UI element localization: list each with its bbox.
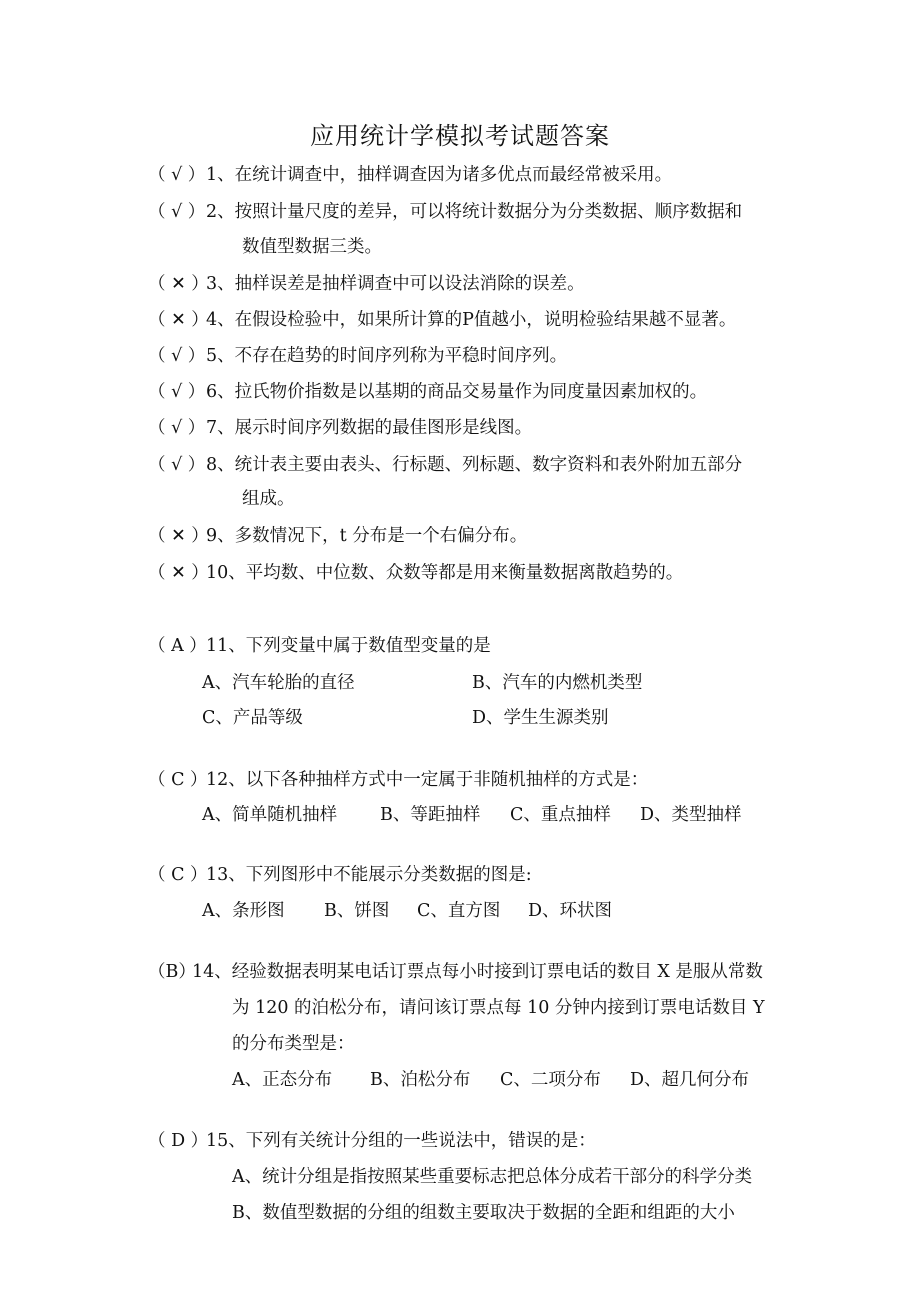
question-13 bbox=[148, 863, 532, 887]
q14-option-a: A、正态分布 bbox=[232, 1070, 333, 1090]
question-text: 13、下列图形中不能展示分类数据的图是: bbox=[206, 865, 532, 885]
q14-option-b: B、泊松分布 bbox=[370, 1070, 471, 1090]
answer-mark: （ ✕ ） bbox=[148, 563, 209, 583]
tf-item-9 bbox=[148, 524, 527, 548]
q12-option-a: A、简单随机抽样 bbox=[202, 805, 338, 825]
question-11 bbox=[148, 634, 491, 658]
tf-item-3 bbox=[148, 272, 585, 296]
answer-mark: （ ✕ ） bbox=[148, 526, 209, 546]
tf-item-2-continuation: 数值型数据三类。 bbox=[242, 237, 382, 257]
tf-item-8-continuation: 组成。 bbox=[242, 489, 295, 509]
item-text: 2、按照计量尺度的差异，可以将统计数据分为分类数据、顺序数据和 bbox=[206, 202, 743, 222]
q14-continuation-1: 为 120 的泊松分布，请问该订票点每 10 分钟内接到订票电话数目 Y bbox=[232, 998, 765, 1018]
q11-option-d: D、学生生源类别 bbox=[472, 708, 609, 728]
item-text: 10、平均数、中位数、众数等都是用来衡量数据离散趋势的。 bbox=[206, 563, 684, 583]
q13-option-a: A、条形图 bbox=[202, 901, 285, 921]
item-text: 6、拉氏物价指数是以基期的商品交易量作为同度量因素加权的。 bbox=[206, 382, 708, 402]
page-title: 应用统计学模拟考试题答案 bbox=[310, 122, 610, 150]
tf-item-8 bbox=[148, 453, 742, 477]
item-text: 4、在假设检验中，如果所计算的P值越小，说明检验结果越不显著。 bbox=[206, 310, 737, 330]
question-text: 14、经验数据表明某电话订票点每小时接到订票电话的数目 X 是服从常数 bbox=[192, 962, 763, 982]
question-text: 11、下列变量中属于数值型变量的是 bbox=[206, 636, 491, 656]
q14-option-d: D、超几何分布 bbox=[630, 1070, 750, 1090]
q15-option-b: B、数值型数据的分组的组数主要取决于数据的全距和组距的大小 bbox=[232, 1203, 735, 1223]
answer-mark: （ ✕ ） bbox=[148, 310, 209, 330]
q12-option-d: D、类型抽样 bbox=[640, 805, 742, 825]
question-14 bbox=[148, 960, 763, 984]
item-text: 3、抽样误差是抽样调查中可以设法消除的误差。 bbox=[206, 274, 585, 294]
item-text: 7、展示时间序列数据的最佳图形是线图。 bbox=[206, 418, 533, 438]
q14-continuation-2: 的分布类型是： bbox=[232, 1034, 355, 1054]
item-text: 9、多数情况下，t 分布是一个右偏分布。 bbox=[206, 526, 528, 546]
q12-option-b: B、等距抽样 bbox=[380, 805, 481, 825]
answer-mark: （ √ ） bbox=[148, 165, 206, 185]
q12-option-c: C、重点抽样 bbox=[510, 805, 611, 825]
tf-item-6 bbox=[148, 380, 707, 404]
answer-mark: （B） bbox=[148, 962, 196, 982]
answer-mark: （ √ ） bbox=[148, 346, 206, 366]
item-text: 5、不存在趋势的时间序列称为平稳时间序列。 bbox=[206, 346, 568, 366]
answer-mark: （ C ） bbox=[148, 770, 208, 790]
answer-mark: （ ✕ ） bbox=[148, 274, 209, 294]
q13-option-d: D、环状图 bbox=[528, 901, 613, 921]
question-text: 15、下列有关统计分组的一些说法中，错误的是： bbox=[206, 1131, 596, 1151]
item-text: 1、在统计调查中，抽样调查因为诸多优点而最经常被采用。 bbox=[206, 165, 673, 185]
q11-option-a: A、汽车轮胎的直径 bbox=[202, 673, 355, 693]
answer-mark: （ √ ） bbox=[148, 202, 206, 222]
tf-item-7 bbox=[148, 416, 532, 440]
question-text: 12、以下各种抽样方式中一定属于非随机抽样的方式是： bbox=[206, 770, 649, 790]
tf-item-10 bbox=[148, 561, 683, 585]
q11-option-b: B、汽车的内燃机类型 bbox=[472, 673, 643, 693]
tf-item-4 bbox=[148, 308, 736, 332]
tf-item-2 bbox=[148, 200, 742, 224]
answer-mark: （ D ） bbox=[148, 1131, 209, 1151]
q11-option-c: C、产品等级 bbox=[202, 708, 303, 728]
answer-mark: （ A ） bbox=[148, 636, 207, 656]
q13-option-c: C、直方图 bbox=[417, 901, 501, 921]
answer-mark: （ √ ） bbox=[148, 455, 206, 475]
item-text: 8、统计表主要由表头、行标题、列标题、数字资料和表外附加五部分 bbox=[206, 455, 743, 475]
answer-mark: （ √ ） bbox=[148, 382, 206, 402]
q13-option-b: B、饼图 bbox=[324, 901, 390, 921]
tf-item-5 bbox=[148, 344, 567, 368]
q14-option-c: C、二项分布 bbox=[500, 1070, 601, 1090]
answer-mark: （ C ） bbox=[148, 865, 208, 885]
answer-mark: （ √ ） bbox=[148, 418, 206, 438]
question-12 bbox=[148, 768, 648, 792]
q15-option-a: A、统计分组是指按照某些重要标志把总体分成若干部分的科学分类 bbox=[232, 1167, 753, 1187]
tf-item-1 bbox=[148, 163, 672, 187]
question-15 bbox=[148, 1129, 596, 1153]
